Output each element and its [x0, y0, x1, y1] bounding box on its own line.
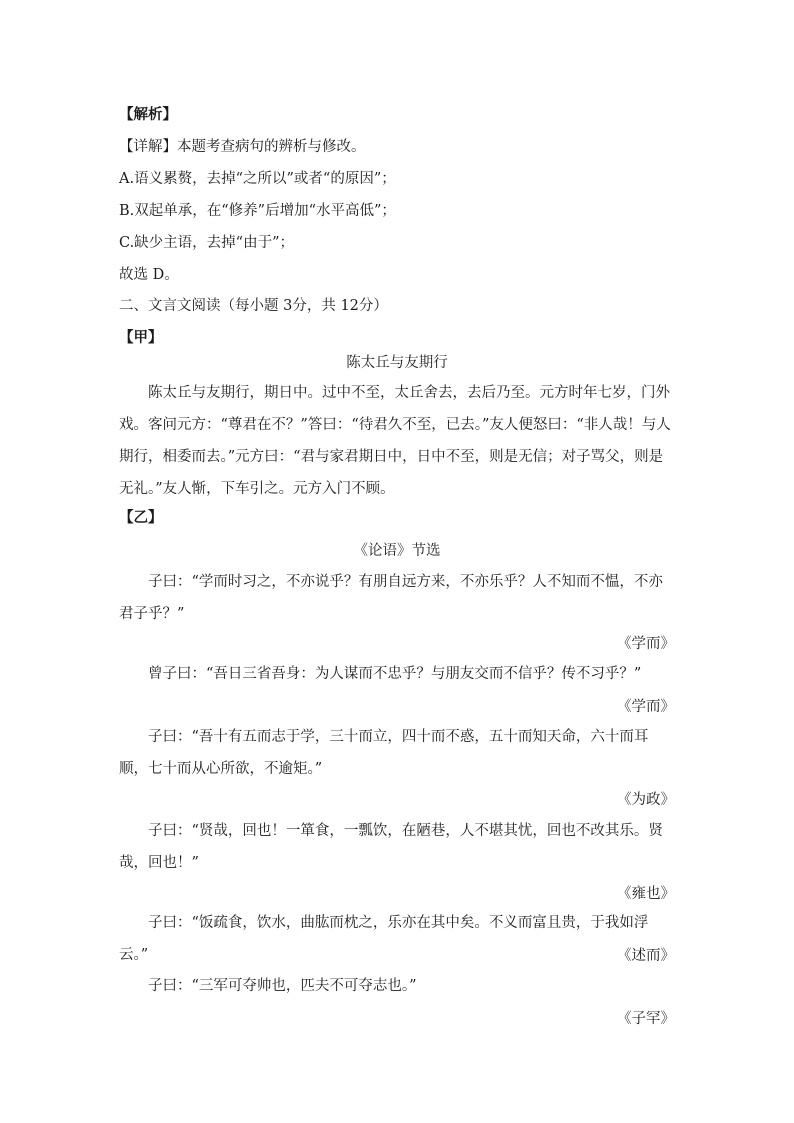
analects-item: 子曰：“吾十有五而志于学，三十而立，四十而不惑，五十而知天命，六十而耳顺，七十而从心所欲，不逾矩。”: [119, 729, 649, 777]
analysis-detail: 【详解】本题考查病句的辨析与修改。: [119, 139, 366, 155]
analects-item: 子曰：“贤哉，回也！一箪食，一瓢饮，在陋巷，人不堪其忧，回也不改其乐。贤哉，回也！”: [119, 823, 663, 871]
passage-yi-title: 《论语》节选: [353, 543, 441, 559]
analysis-heading: 【解析】: [119, 106, 177, 123]
analysis-answer: 故选 D。: [119, 267, 179, 283]
analects-item: 子曰：“三军可夺帅也，匹夫不可夺志也。”: [148, 978, 417, 994]
passage-yi-marker: 【乙】: [119, 509, 163, 526]
passage-jia-title: 陈太丘与友期行: [346, 355, 448, 371]
passage-jia-text: 陈太丘与友期行，期日中。过中不至，太丘舍去，去后乃至。元方时年七岁，门外戏。客问元方：“尊君在不？”答曰：“待君久不至，已去。”友人便怒曰：“非人哉！与人期行，相委而去。”元方曰：“君与家君期日中，日中不至，则是无信；对子骂父，则是无礼。”友人惭，下车引之。元方入门不顾。: [119, 385, 671, 497]
analects-item: 子曰：“饭疏食，饮水，曲肱而枕之，乐亦在其中矣。不义而富且贵，于我如浮云。”: [119, 915, 649, 963]
analects-item: 曾子曰：“吾日三省吾身：为人谋而不忠乎？与朋友交而不信乎？传不习乎？”: [148, 666, 642, 682]
analects-item: 子曰：“学而时习之，不亦说乎？有朋自远方来，不亦乐乎？人不知而不愠，不亦君子乎？”: [119, 574, 663, 622]
analects-source: 《学而》: [617, 636, 675, 652]
analysis-option-a: A.语义累赘，去掉“之所以”或者“的原因”；: [119, 171, 396, 187]
analects-source: 《子罕》: [617, 1011, 675, 1027]
analysis-option-c: C.缺少主语，去掉“由于”；: [119, 235, 295, 251]
analysis-option-b: B.双起单承，在“修养”后增加“水平高低”；: [119, 203, 396, 219]
analects-source: 《雍也》: [617, 886, 675, 902]
section-title: 二、文言文阅读（每小题 3分，共 12分）: [119, 298, 388, 314]
analects-source: 《学而》: [617, 699, 675, 715]
passage-jia-marker: 【甲】: [119, 329, 163, 346]
analects-source: 《述而》: [617, 948, 675, 964]
analects-source: 《为政》: [617, 792, 675, 808]
